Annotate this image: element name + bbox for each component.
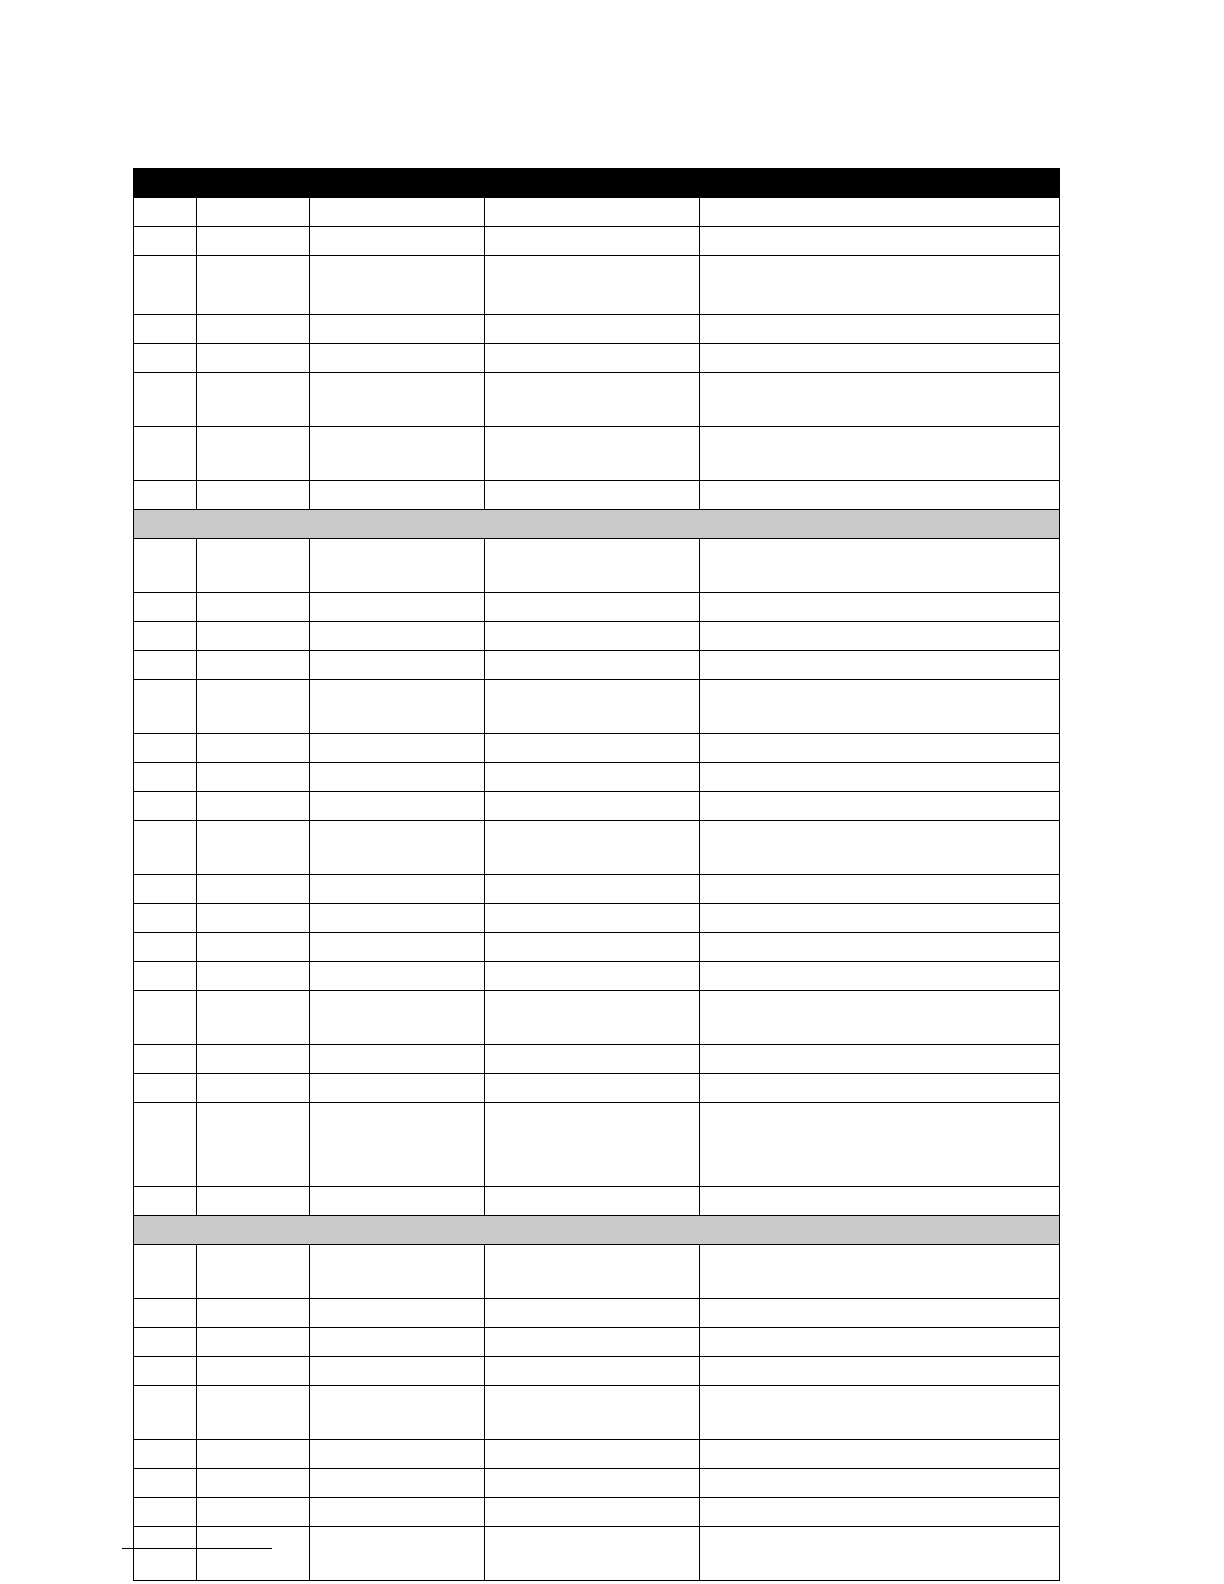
cell-c bbox=[310, 1045, 485, 1074]
footnote-separator bbox=[122, 1548, 272, 1549]
cell-b bbox=[197, 1386, 310, 1440]
cell-e bbox=[700, 904, 1060, 933]
cell-e bbox=[700, 539, 1060, 593]
cell-d bbox=[485, 875, 700, 904]
cell-b bbox=[197, 539, 310, 593]
cell-d bbox=[485, 344, 700, 373]
cell-c bbox=[310, 933, 485, 962]
table-row bbox=[134, 1245, 1060, 1299]
cell-a bbox=[134, 680, 197, 734]
table-row bbox=[134, 1386, 1060, 1440]
cell-a bbox=[134, 315, 197, 344]
cell-e bbox=[700, 1357, 1060, 1386]
cell-a bbox=[134, 651, 197, 680]
cell-a bbox=[134, 593, 197, 622]
table-row bbox=[134, 734, 1060, 763]
table-header-row bbox=[134, 169, 1060, 198]
section-header-row bbox=[134, 1216, 1060, 1245]
cell-e bbox=[700, 651, 1060, 680]
table-row bbox=[134, 593, 1060, 622]
cell-e bbox=[700, 1045, 1060, 1074]
header-cell-1 bbox=[134, 169, 197, 198]
cell-a bbox=[134, 962, 197, 991]
cell-e bbox=[700, 933, 1060, 962]
cell-a bbox=[134, 198, 197, 227]
table-row bbox=[134, 933, 1060, 962]
cell-b bbox=[197, 875, 310, 904]
cell-c bbox=[310, 622, 485, 651]
cell-b bbox=[197, 227, 310, 256]
cell-b bbox=[197, 315, 310, 344]
table-row bbox=[134, 198, 1060, 227]
cell-b bbox=[197, 680, 310, 734]
cell-d bbox=[485, 256, 700, 315]
cell-e bbox=[700, 734, 1060, 763]
cell-c bbox=[310, 315, 485, 344]
cell-e bbox=[700, 256, 1060, 315]
section-header-row bbox=[134, 510, 1060, 539]
cell-d bbox=[485, 1187, 700, 1216]
table-row bbox=[134, 875, 1060, 904]
cell-a bbox=[134, 1527, 197, 1581]
cell-a bbox=[134, 1045, 197, 1074]
cell-c bbox=[310, 792, 485, 821]
cell-e bbox=[700, 1187, 1060, 1216]
table-row bbox=[134, 821, 1060, 875]
cell-d bbox=[485, 962, 700, 991]
cell-d bbox=[485, 904, 700, 933]
cell-a bbox=[134, 227, 197, 256]
cell-d bbox=[485, 227, 700, 256]
cell-e bbox=[700, 680, 1060, 734]
cell-a bbox=[134, 1357, 197, 1386]
cell-c bbox=[310, 904, 485, 933]
cell-c bbox=[310, 539, 485, 593]
header-cell-4 bbox=[485, 169, 700, 198]
cell-a bbox=[134, 1440, 197, 1469]
cell-b bbox=[197, 427, 310, 481]
table-row bbox=[134, 904, 1060, 933]
cell-e bbox=[700, 1440, 1060, 1469]
cell-e bbox=[700, 1386, 1060, 1440]
cell-c bbox=[310, 1469, 485, 1498]
table-row bbox=[134, 680, 1060, 734]
cell-d bbox=[485, 1498, 700, 1527]
table-row bbox=[134, 1299, 1060, 1328]
table-row bbox=[134, 1187, 1060, 1216]
cell-d bbox=[485, 734, 700, 763]
cell-b bbox=[197, 198, 310, 227]
cell-b bbox=[197, 1469, 310, 1498]
header-cell-5 bbox=[700, 169, 1060, 198]
table-row bbox=[134, 1103, 1060, 1187]
cell-a bbox=[134, 734, 197, 763]
cell-c bbox=[310, 651, 485, 680]
cell-c bbox=[310, 1074, 485, 1103]
table-row bbox=[134, 763, 1060, 792]
section-label bbox=[134, 1216, 1060, 1245]
table-row bbox=[134, 651, 1060, 680]
table-row bbox=[134, 256, 1060, 315]
cell-c bbox=[310, 1527, 485, 1581]
cell-c bbox=[310, 962, 485, 991]
cell-c bbox=[310, 481, 485, 510]
table-row bbox=[134, 539, 1060, 593]
cell-a bbox=[134, 1187, 197, 1216]
cell-d bbox=[485, 792, 700, 821]
section-label bbox=[134, 510, 1060, 539]
cell-a bbox=[134, 1299, 197, 1328]
cell-b bbox=[197, 792, 310, 821]
cell-c bbox=[310, 593, 485, 622]
cell-d bbox=[485, 1469, 700, 1498]
cell-e bbox=[700, 1103, 1060, 1187]
cell-c bbox=[310, 1103, 485, 1187]
cell-e bbox=[700, 427, 1060, 481]
cell-a bbox=[134, 792, 197, 821]
cell-a bbox=[134, 256, 197, 315]
cell-a bbox=[134, 821, 197, 875]
cell-e bbox=[700, 1527, 1060, 1581]
cell-d bbox=[485, 373, 700, 427]
cell-c bbox=[310, 875, 485, 904]
cell-d bbox=[485, 1328, 700, 1357]
cell-e bbox=[700, 1245, 1060, 1299]
cell-b bbox=[197, 904, 310, 933]
cell-a bbox=[134, 1074, 197, 1103]
table-row bbox=[134, 373, 1060, 427]
cell-c bbox=[310, 680, 485, 734]
cell-e bbox=[700, 481, 1060, 510]
cell-c bbox=[310, 344, 485, 373]
cell-a bbox=[134, 344, 197, 373]
cell-c bbox=[310, 1357, 485, 1386]
cell-b bbox=[197, 1527, 310, 1581]
cell-c bbox=[310, 1386, 485, 1440]
cell-d bbox=[485, 1045, 700, 1074]
cell-d bbox=[485, 1386, 700, 1440]
table-row bbox=[134, 344, 1060, 373]
cell-e bbox=[700, 344, 1060, 373]
cell-e bbox=[700, 1299, 1060, 1328]
cell-b bbox=[197, 1074, 310, 1103]
data-table bbox=[133, 168, 1060, 1581]
cell-b bbox=[197, 734, 310, 763]
table-row bbox=[134, 315, 1060, 344]
cell-b bbox=[197, 344, 310, 373]
cell-a bbox=[134, 991, 197, 1045]
table-row bbox=[134, 481, 1060, 510]
cell-b bbox=[197, 1045, 310, 1074]
cell-d bbox=[485, 427, 700, 481]
cell-d bbox=[485, 315, 700, 344]
cell-b bbox=[197, 1187, 310, 1216]
cell-c bbox=[310, 1245, 485, 1299]
table-body bbox=[134, 169, 1060, 1581]
cell-c bbox=[310, 198, 485, 227]
cell-e bbox=[700, 1498, 1060, 1527]
cell-c bbox=[310, 427, 485, 481]
table-row bbox=[134, 622, 1060, 651]
cell-a bbox=[134, 373, 197, 427]
cell-b bbox=[197, 991, 310, 1045]
cell-d bbox=[485, 651, 700, 680]
cell-a bbox=[134, 1103, 197, 1187]
table-row bbox=[134, 1440, 1060, 1469]
table-row bbox=[134, 1074, 1060, 1103]
cell-b bbox=[197, 962, 310, 991]
cell-e bbox=[700, 593, 1060, 622]
cell-e bbox=[700, 1074, 1060, 1103]
cell-b bbox=[197, 622, 310, 651]
cell-d bbox=[485, 622, 700, 651]
cell-d bbox=[485, 1357, 700, 1386]
cell-d bbox=[485, 1245, 700, 1299]
cell-c bbox=[310, 1498, 485, 1527]
cell-c bbox=[310, 1187, 485, 1216]
cell-e bbox=[700, 962, 1060, 991]
cell-c bbox=[310, 1328, 485, 1357]
cell-b bbox=[197, 1440, 310, 1469]
table-row bbox=[134, 1357, 1060, 1386]
cell-e bbox=[700, 622, 1060, 651]
cell-c bbox=[310, 763, 485, 792]
cell-a bbox=[134, 904, 197, 933]
header-cell-2 bbox=[197, 169, 310, 198]
cell-e bbox=[700, 1328, 1060, 1357]
cell-c bbox=[310, 373, 485, 427]
cell-b bbox=[197, 481, 310, 510]
cell-d bbox=[485, 593, 700, 622]
cell-e bbox=[700, 227, 1060, 256]
cell-c bbox=[310, 256, 485, 315]
cell-c bbox=[310, 227, 485, 256]
cell-c bbox=[310, 1299, 485, 1328]
cell-a bbox=[134, 763, 197, 792]
cell-b bbox=[197, 1498, 310, 1527]
cell-b bbox=[197, 1328, 310, 1357]
cell-a bbox=[134, 622, 197, 651]
table-row bbox=[134, 991, 1060, 1045]
cell-c bbox=[310, 821, 485, 875]
cell-a bbox=[134, 427, 197, 481]
cell-e bbox=[700, 315, 1060, 344]
cell-a bbox=[134, 481, 197, 510]
table-row bbox=[134, 227, 1060, 256]
cell-e bbox=[700, 373, 1060, 427]
cell-b bbox=[197, 651, 310, 680]
cell-b bbox=[197, 821, 310, 875]
cell-b bbox=[197, 1357, 310, 1386]
cell-e bbox=[700, 991, 1060, 1045]
cell-d bbox=[485, 1299, 700, 1328]
cell-d bbox=[485, 1440, 700, 1469]
cell-d bbox=[485, 481, 700, 510]
cell-e bbox=[700, 1469, 1060, 1498]
cell-e bbox=[700, 198, 1060, 227]
cell-a bbox=[134, 1386, 197, 1440]
cell-a bbox=[134, 1328, 197, 1357]
cell-a bbox=[134, 1245, 197, 1299]
cell-b bbox=[197, 1299, 310, 1328]
cell-d bbox=[485, 539, 700, 593]
table-row bbox=[134, 1527, 1060, 1581]
cell-b bbox=[197, 1103, 310, 1187]
cell-e bbox=[700, 792, 1060, 821]
cell-d bbox=[485, 821, 700, 875]
table-row bbox=[134, 1498, 1060, 1527]
cell-c bbox=[310, 991, 485, 1045]
table-row bbox=[134, 1469, 1060, 1498]
cell-d bbox=[485, 1103, 700, 1187]
table-row bbox=[134, 1045, 1060, 1074]
cell-c bbox=[310, 1440, 485, 1469]
cell-a bbox=[134, 539, 197, 593]
cell-a bbox=[134, 933, 197, 962]
cell-d bbox=[485, 933, 700, 962]
cell-e bbox=[700, 875, 1060, 904]
table-row bbox=[134, 962, 1060, 991]
cell-b bbox=[197, 933, 310, 962]
table-row bbox=[134, 792, 1060, 821]
cell-b bbox=[197, 763, 310, 792]
table-row bbox=[134, 1328, 1060, 1357]
cell-b bbox=[197, 373, 310, 427]
cell-a bbox=[134, 1469, 197, 1498]
cell-d bbox=[485, 198, 700, 227]
cell-d bbox=[485, 763, 700, 792]
header-cell-3 bbox=[310, 169, 485, 198]
cell-c bbox=[310, 734, 485, 763]
cell-a bbox=[134, 1498, 197, 1527]
cell-d bbox=[485, 1074, 700, 1103]
cell-b bbox=[197, 593, 310, 622]
cell-a bbox=[134, 875, 197, 904]
cell-b bbox=[197, 256, 310, 315]
cell-d bbox=[485, 1527, 700, 1581]
table-row bbox=[134, 427, 1060, 481]
cell-e bbox=[700, 763, 1060, 792]
cell-d bbox=[485, 991, 700, 1045]
cell-b bbox=[197, 1245, 310, 1299]
cell-e bbox=[700, 821, 1060, 875]
cell-d bbox=[485, 680, 700, 734]
